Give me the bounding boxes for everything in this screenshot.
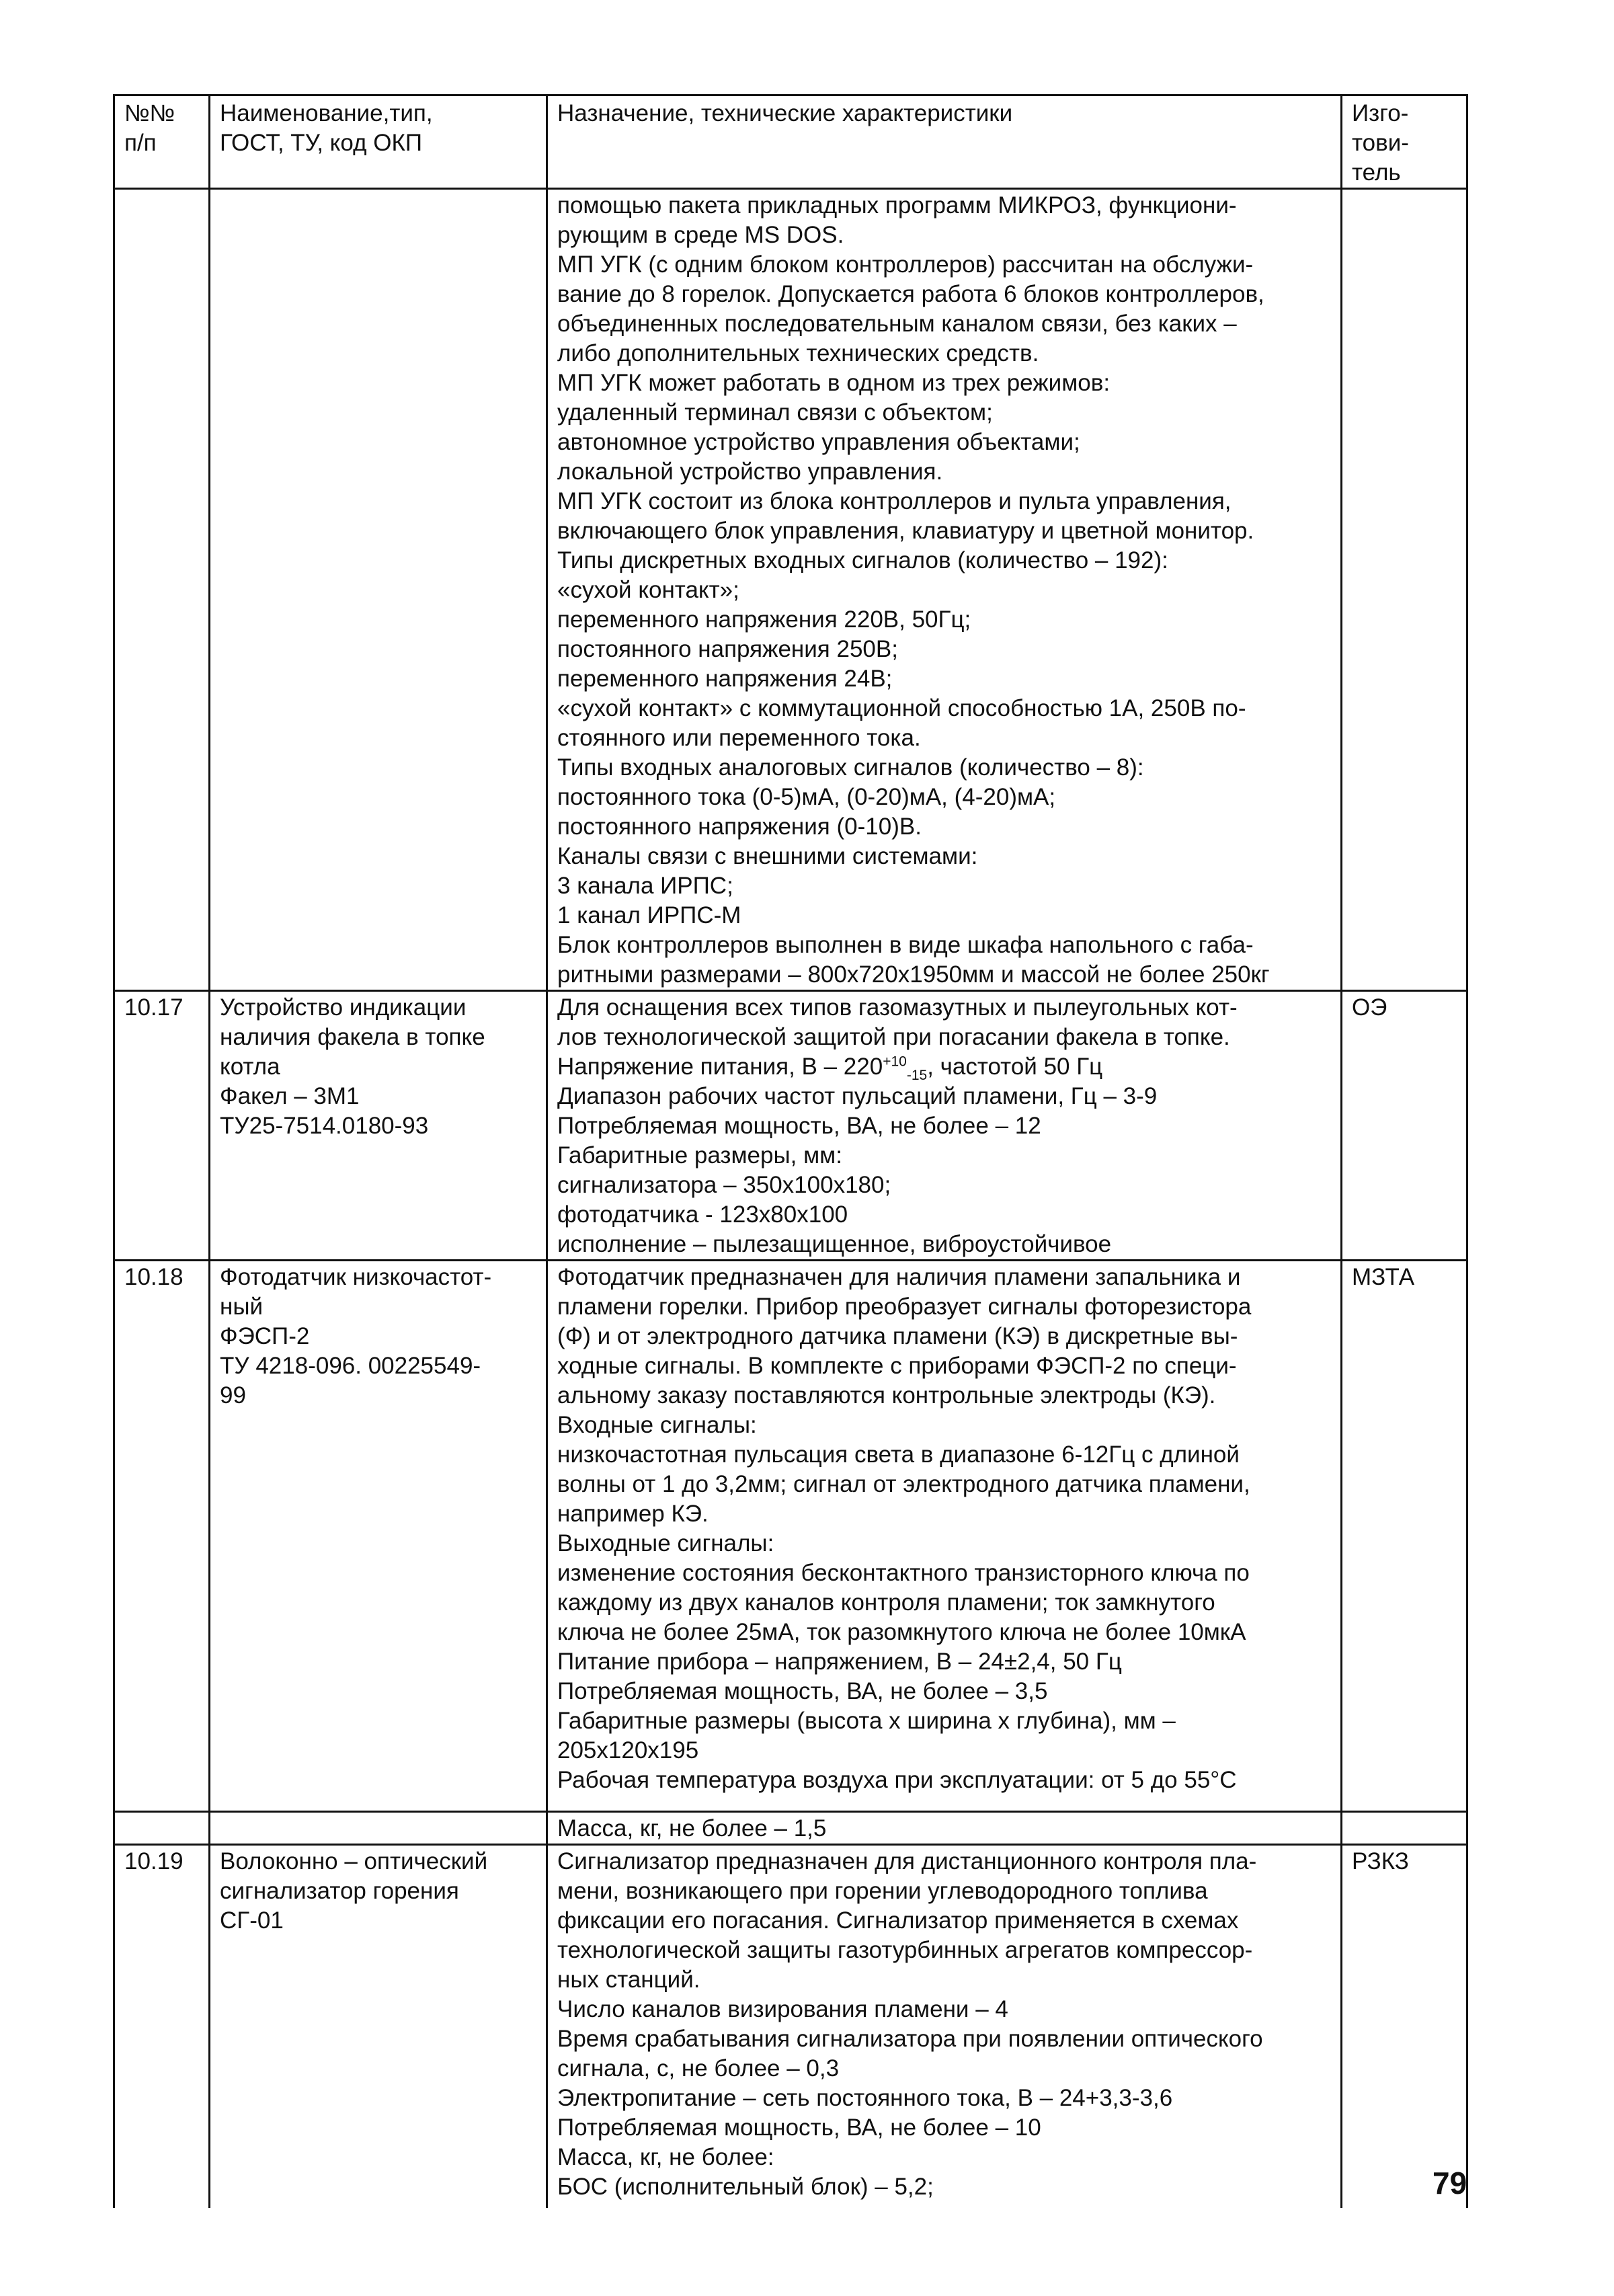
desc-line: низкочастотная пульсация света в диапазоне 6-12Гц с длиной [557, 1441, 1240, 1468]
cell-desc [547, 1845, 1342, 2208]
cell-name [210, 1261, 547, 1812]
desc-line: Каналы связи с внешними системами: [557, 843, 978, 869]
cell-desc-continuation [547, 189, 1342, 991]
desc-line: технологической защиты газотурбинных агрегатов компрессор- [557, 1937, 1253, 1963]
desc-line: пламени горелки. Прибор преобразует сигналы фоторезистора [557, 1294, 1252, 1320]
desc-line: переменного напряжения 24В; [557, 666, 893, 692]
table-row [114, 1845, 1467, 2208]
desc-line: помощью пакета прикладных программ МИКРОЗ, функциони- [557, 192, 1237, 219]
desc-line: объединенных последовательным каналом связи, без каких – [557, 311, 1237, 337]
cell-num [114, 189, 210, 991]
desc-line: Питание прибора – напряжением, В – 24±2,4, 50 Гц [557, 1649, 1122, 1675]
desc-line: (Ф) и от электродного датчика пламени (КЭ) в дискретные вы- [557, 1323, 1238, 1349]
desc-line: стоянного или переменного тока. [557, 725, 921, 751]
header-num: №№ п/п [114, 95, 210, 189]
table-row-continuation [114, 189, 1467, 991]
desc-line: постоянного напряжения (0-10)В. [557, 814, 922, 840]
desc-line: ключа не более 25мА, ток разомкнутого ключа не более 10мкА [557, 1619, 1246, 1645]
specs-table [113, 94, 1468, 2208]
desc-line: волны от 1 до 3,2мм; сигнал от электродного датчика пламени, [557, 1471, 1250, 1497]
desc-line: Типы дискретных входных сигналов (количество – 192): [557, 547, 1168, 573]
name-line: сигнализатор горения [220, 1878, 459, 1904]
desc-line: постоянного напряжения 250В; [557, 636, 898, 662]
desc-line: фиксации его погасания. Сигнализатор применяется в схемах [557, 1907, 1239, 1934]
desc-line: локальной устройство управления. [557, 459, 943, 485]
desc-line: удаленный терминал связи с объектом; [557, 399, 993, 426]
desc-line: МП УГК может работать в одном из трех режимов: [557, 370, 1111, 396]
desc-line: постоянного тока (0-5)мА, (0-20)мА, (4-20)мА; [557, 784, 1056, 810]
cell-name [210, 1812, 547, 1845]
voltage-line: Напряжение питания, В – $220^{+10}_{-15}$, частотой 50 Гц [557, 1054, 1103, 1083]
desc-line: например КЭ. [557, 1501, 709, 1527]
cell-desc: Масса, кг, не более – 1,5 [547, 1812, 1342, 1845]
desc-line: «сухой контакт»; [557, 577, 739, 603]
desc-line: Электропитание – сеть постоянного тока, В – 24+3,3-3,6 [557, 2085, 1173, 2111]
page-number: 79 [1433, 2166, 1467, 2201]
desc-line: Потребляемая мощность, ВА, не более – 10 [557, 2114, 1041, 2141]
desc-line: Габаритные размеры (высота х ширина х глубина), мм – [557, 1708, 1176, 1734]
cell-num: 10.17 [114, 991, 210, 1261]
desc-line: Масса, кг, не более: [557, 2144, 774, 2170]
cell-num: 10.19 [114, 1845, 210, 2208]
desc-line: 205х120х195 [557, 1737, 699, 1764]
cell-maker [1342, 1812, 1467, 1845]
desc-line: «сухой контакт» с коммутационной способностью 1А, 250В по- [557, 695, 1246, 721]
header-row [114, 95, 1467, 189]
desc-line: Блок контроллеров выполнен в виде шкафа напольного с габа- [557, 932, 1254, 958]
cell-maker [1342, 189, 1467, 991]
cell-maker: РЗКЗ [1342, 1845, 1467, 2208]
name-line: СГ-01 [220, 1907, 284, 1934]
desc-line: Сигнализатор предназначен для дистанционного контроля пла- [557, 1848, 1257, 1874]
name-line: наличия факела в топке [220, 1024, 485, 1050]
name-line: Волоконно – оптический [220, 1848, 488, 1874]
name-line: ТУ25-7514.0180-93 [220, 1113, 429, 1139]
header-maker: Изго- тови- тель [1342, 95, 1467, 189]
table-row [114, 1261, 1467, 1812]
desc-line: 3 канала ИРПС; [557, 873, 733, 899]
desc-line: 1 канал ИРПС-М [557, 902, 741, 928]
cell-name [210, 1845, 547, 2208]
name-line: Факел – 3М1 [220, 1083, 360, 1109]
desc-line: мени, возникающего при горении углеводородного топлива [557, 1878, 1208, 1904]
desc-line: МП УГК состоит из блока контроллеров и пульта управления, [557, 488, 1232, 514]
desc-line: Выходные сигналы: [557, 1530, 774, 1556]
name-line: Устройство индикации [220, 994, 467, 1021]
desc-line: ходные сигналы. В комплекте с приборами ФЭСП-2 по специ- [557, 1353, 1237, 1379]
desc-line: сигнала, с, не более – 0,3 [557, 2055, 840, 2082]
name-line: ный [220, 1294, 264, 1320]
name-line: 99 [220, 1382, 246, 1409]
header-name: Наименование,тип, ГОСТ, ТУ, код ОКП [210, 95, 547, 189]
cell-name [210, 991, 547, 1261]
desc-line: Типы входных аналоговых сигналов (количество – 8): [557, 754, 1144, 781]
name-line: ФЭСП-2 [220, 1323, 310, 1349]
desc-line: БОС (исполнительный блок) – 5,2; [557, 2174, 934, 2200]
desc-line: вание до 8 горелок. Допускается работа 6 блоков контроллеров, [557, 281, 1264, 307]
cell-name [210, 189, 547, 991]
header-purpose: Назначение, технические характеристики [547, 95, 1342, 189]
desc-line: МП УГК (с одним блоком контроллеров) рассчитан на обслужи- [557, 251, 1254, 278]
cell-maker: МЗТА [1342, 1261, 1467, 1812]
desc-line: Время срабатывания сигнализатора при появлении оптического [557, 2026, 1263, 2052]
cell-num [114, 1812, 210, 1845]
name-line: котла [220, 1054, 280, 1080]
desc-line: альному заказу поставляются контрольные электроды (КЭ). [557, 1382, 1216, 1409]
cell-desc [547, 1261, 1342, 1812]
desc-line: изменение состояния бесконтактного транзисторного ключа по [557, 1560, 1250, 1586]
cell-num: 10.18 [114, 1261, 210, 1812]
desc-line: ных станций. [557, 1967, 700, 1993]
cell-desc: Для оснащения всех типов газомазутных и пылеугольных кот- лов технологической защитой при погасании факела в топке. Напряжение питания, В – $220^{+10}_{-15}$, частотой 50 Гц Диапазон рабочих частот пульсаций пламени, Гц – 3-9 Потребляемая мощность, ВА, не более – 12 Габаритные размеры, мм: сигнализатора – 350х100х180; фотодатчика - 123х80х100 исполнение – пылезащищенное, виброустойчивое [547, 991, 1342, 1261]
desc-line: либо дополнительных технических средств. [557, 340, 1039, 366]
desc-line: Рабочая температура воздуха при эксплуатации: от 5 до 55°С [557, 1767, 1237, 1793]
name-line: ТУ 4218-096. 00225549- [220, 1353, 481, 1379]
desc-line: Потребляемая мощность, ВА, не более – 3,5 [557, 1678, 1048, 1704]
desc-line: Число каналов визирования пламени – 4 [557, 1996, 1008, 2022]
name-line: Фотодатчик низкочастот- [220, 1264, 492, 1290]
desc-line: ритными размерами – 800х720х1950мм и массой не более 250кг [557, 961, 1270, 988]
desc-line: рующим в среде MS DOS. [557, 222, 844, 248]
desc-line: автономное устройство управления объектами; [557, 429, 1080, 455]
desc-line: Фотодатчик предназначен для наличия пламени запальника и [557, 1264, 1241, 1290]
desc-line: переменного напряжения 220В, 50Гц; [557, 606, 971, 633]
cell-maker: ОЭ [1342, 991, 1467, 1261]
desc-line: включающего блок управления, клавиатуру и цветной монитор. [557, 518, 1254, 544]
desc-line: Входные сигналы: [557, 1412, 757, 1438]
table-row-mass [114, 1812, 1467, 1845]
desc-line: каждому из двух каналов контроля пламени; ток замкнутого [557, 1589, 1215, 1616]
table-row [114, 991, 1467, 1261]
